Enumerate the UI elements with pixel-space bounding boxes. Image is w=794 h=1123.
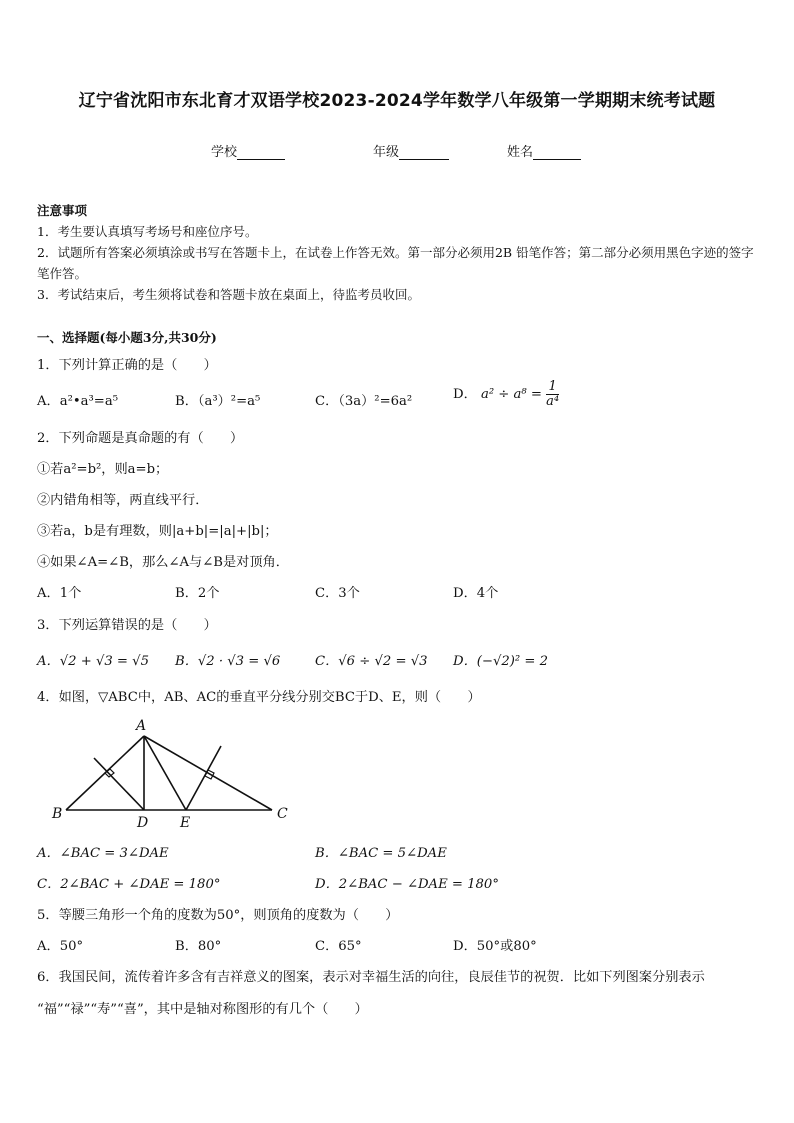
q3-option-c: C．√6 ÷ √2 = √3: [315, 654, 428, 669]
q5-option-b: B．80°: [175, 939, 222, 954]
name-blank: [533, 145, 581, 160]
q3-option-a: A．√2 + √3 = √5: [37, 654, 149, 669]
exam-title: 辽宁省沈阳市东北育才双语学校2023-2024学年数学八年级第一学期期末统考试题: [78, 91, 716, 111]
q4-stem: 4．如图，▽ABC中，AB、AC的垂直平分线分别交BC于D、E，则（ ）: [37, 690, 481, 705]
q2-option-c: C．3个: [315, 586, 360, 601]
fraction-denominator: a⁴: [546, 394, 560, 409]
q2-statement-1: ①若a²=b²，则a=b；: [37, 462, 169, 477]
q1-option-b: B．（a³）²=a⁵: [175, 394, 261, 409]
q3-option-b: B．√2 · √3 = √6: [175, 654, 281, 669]
q1-option-d-fraction: [546, 380, 559, 409]
notice-item: 3．考试结束后，考生须将试卷和答题卡放在桌面上，待监考员收回。: [37, 287, 420, 302]
q1-option-d: [453, 380, 559, 409]
q3-option-d: D．(−√2)² = 2: [453, 654, 549, 669]
notice-block: [37, 200, 759, 305]
vertex-a-label: A: [136, 718, 147, 734]
q5-option-a: A．50°: [37, 939, 84, 954]
grade-label: 年级: [373, 145, 400, 160]
q1-option-d-prefix: D．: [453, 387, 477, 402]
notice-item: 1．考生要认真填写考场号和座位序号。: [37, 224, 258, 239]
side-ac: [144, 736, 272, 810]
q2-stem: 2．下列命题是真命题的有（ ）: [37, 431, 244, 446]
school-field: [211, 141, 285, 160]
notice-item: 2．试题所有答案必须填涂或书写在答题卡上，在试卷上作答无效。第一部分必须用2B 铅笔作答；第二部分必须用黑色字迹的签字笔作答。: [37, 245, 754, 281]
q1-option-d-lhs: a² ÷ a⁸ =: [480, 387, 542, 402]
vertex-c-label: C: [277, 806, 288, 822]
q1-stem: 1．下列计算正确的是（ ）: [37, 358, 217, 373]
q5-option-c: C．65°: [315, 939, 362, 954]
name-field: [507, 141, 581, 160]
q2-statement-2: ②内错角相等，两直线平行．: [37, 493, 209, 508]
q1-option-a: A．a²•a³=a⁵: [37, 394, 118, 409]
q1-option-c: C．（3a）²=6a²: [315, 394, 413, 409]
q2-option-b: B．2个: [175, 586, 220, 601]
section-heading: 一、选择题(每小题3分,共30分): [37, 330, 217, 345]
name-label: 姓名: [507, 145, 534, 160]
q2-statement-3: ③若a，b是有理数，则|a+b|=|a|+|b|；: [37, 524, 278, 539]
q3-stem: 3．下列运算错误的是（ ）: [37, 618, 217, 633]
q4-option-c: C．2∠BAC + ∠DAE = 180°: [37, 877, 221, 892]
point-e-label: E: [180, 815, 191, 831]
grade-blank: [399, 145, 449, 160]
fraction-numerator: 1: [546, 380, 559, 395]
q6-stem-line-1: 6．我国民间，流传着许多含有吉祥意义的图案，表示对幸福生活的向往，良辰佳节的祝贺．比如下列图案分别表示: [37, 970, 705, 985]
q6-stem-line-2: “福”“禄”“寿”“喜”，其中是轴对称图形的有几个（ ）: [37, 1002, 368, 1017]
school-label: 学校: [211, 145, 238, 160]
notice-heading: 注意事项: [37, 203, 88, 218]
q4-option-a: A．∠BAC = 3∠DAE: [37, 846, 169, 861]
q5-stem: 5．等腰三角形一个角的度数为50°，则顶角的度数为（ ）: [37, 908, 399, 923]
grade-field: [373, 141, 449, 160]
q2-option-d: D．4个: [453, 586, 499, 601]
segment-ae: [144, 736, 186, 810]
point-d-label: D: [137, 815, 149, 831]
q4-option-b: B．∠BAC = 5∠DAE: [315, 846, 447, 861]
q4-option-d: D．2∠BAC − ∠DAE = 180°: [315, 877, 499, 892]
q2-statement-4: ④如果∠A=∠B，那么∠A与∠B是对顶角．: [37, 555, 289, 570]
vertex-b-label: B: [52, 806, 63, 822]
school-blank: [237, 145, 285, 160]
q5-option-d: D．50°或80°: [453, 939, 537, 954]
triangle-figure: [48, 714, 298, 836]
perp-bisector-ab: [94, 758, 144, 810]
q2-option-a: A．1个: [37, 586, 82, 601]
